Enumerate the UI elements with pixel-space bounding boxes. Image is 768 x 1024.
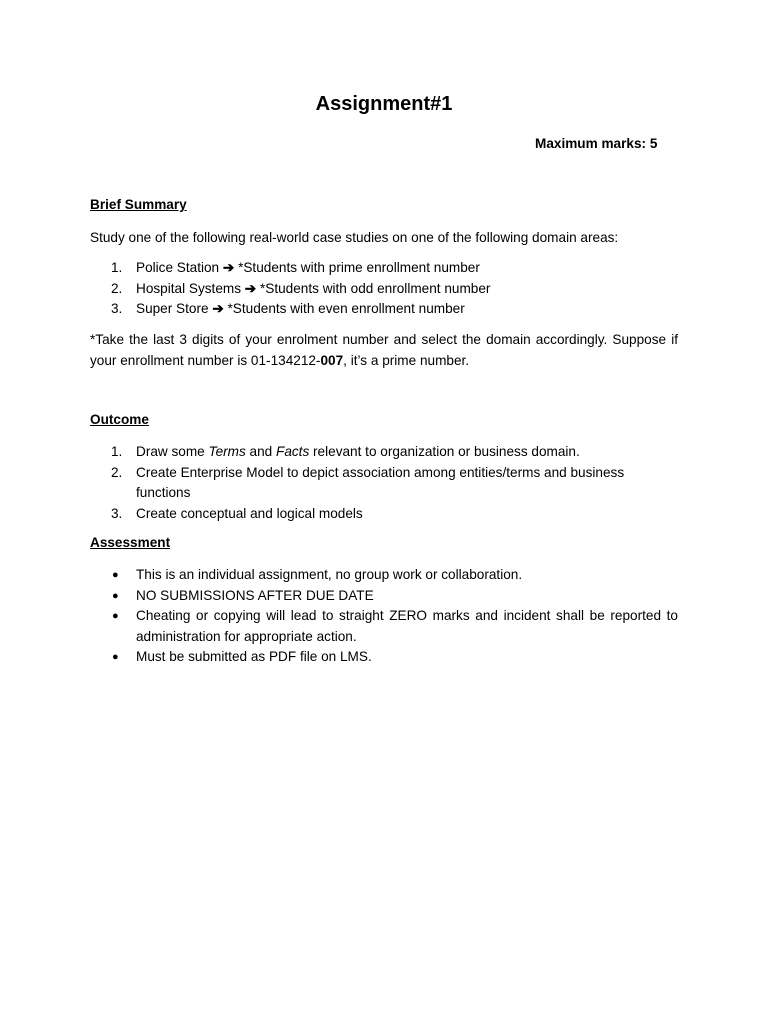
note-example-digits: 007	[320, 353, 344, 368]
domain-rule: *Students with even enrollment number	[227, 301, 465, 316]
outcome-text: and	[245, 444, 277, 459]
domain-rule: *Students with prime enrollment number	[238, 260, 480, 275]
outcome-text: Create conceptual and logical models	[136, 505, 363, 521]
outcome-text: Draw some	[136, 444, 209, 459]
domain-list	[90, 258, 678, 320]
list-item	[90, 647, 678, 668]
assessment-list	[90, 565, 678, 668]
brief-summary-heading: Brief Summary	[90, 197, 187, 212]
domain-name: Super Store	[136, 301, 209, 316]
page-title: Assignment#1	[315, 93, 453, 115]
list-number: 2.	[111, 464, 123, 480]
domain-name: Hospital Systems	[136, 280, 242, 296]
maximum-marks: Maximum marks: 5	[535, 136, 658, 151]
domain-name: Police Station	[136, 260, 220, 275]
note-text: *Take the last 3 digits of your enrolment number and select the domain accordingly. Suppose if your enrollment number is 01-134212-	[90, 332, 678, 368]
list-number: 3.	[111, 505, 123, 521]
bullet-icon: ●	[112, 651, 119, 663]
list-item	[90, 586, 678, 607]
list-number: 1.	[111, 444, 123, 459]
enrollment-note	[90, 329, 678, 371]
bullet-icon: ●	[112, 569, 119, 581]
facts-text: Facts	[276, 444, 310, 459]
list-item	[90, 279, 678, 300]
domain-rule: *Students with odd enrollment number	[259, 280, 491, 296]
bullet-icon: ●	[112, 610, 119, 622]
assessment-text: Cheating or copying will lead to straight ZERO marks and incident shall be reported to administration for appropriate action.	[136, 608, 678, 644]
list-item	[90, 606, 678, 647]
note-text-end: , it’s a prime number.	[343, 353, 470, 368]
list-number: 1.	[111, 260, 123, 275]
list-item	[90, 504, 678, 525]
brief-summary-intro: Study one of the following real-world case studies on one of the following domain areas:	[90, 230, 619, 245]
assessment-text: This is an individual assignment, no group work or collaboration.	[136, 567, 523, 582]
list-item	[90, 299, 678, 320]
bullet-icon: ●	[112, 589, 119, 602]
list-item	[90, 463, 678, 504]
outcome-list	[90, 442, 678, 524]
terms-text: Terms	[208, 444, 246, 459]
list-item	[90, 565, 678, 586]
list-number: 2.	[111, 280, 123, 296]
outcome-heading: Outcome	[90, 412, 149, 427]
arrow-right-icon: ➔	[244, 280, 257, 296]
list-number: 3.	[111, 301, 123, 316]
arrow-right-icon: ➔	[212, 301, 224, 316]
outcome-text: Create Enterprise Model to depict association among entities/terms and business functions	[136, 464, 625, 500]
arrow-right-icon: ➔	[222, 260, 235, 275]
assessment-text: Must be submitted as PDF file on LMS.	[136, 649, 372, 664]
list-item	[90, 258, 678, 279]
assessment-heading: Assessment	[90, 535, 171, 550]
outcome-text: relevant to organization or business domain.	[309, 444, 580, 459]
list-item	[90, 442, 678, 463]
assessment-text: NO SUBMISSIONS AFTER DUE DATE	[136, 587, 374, 603]
